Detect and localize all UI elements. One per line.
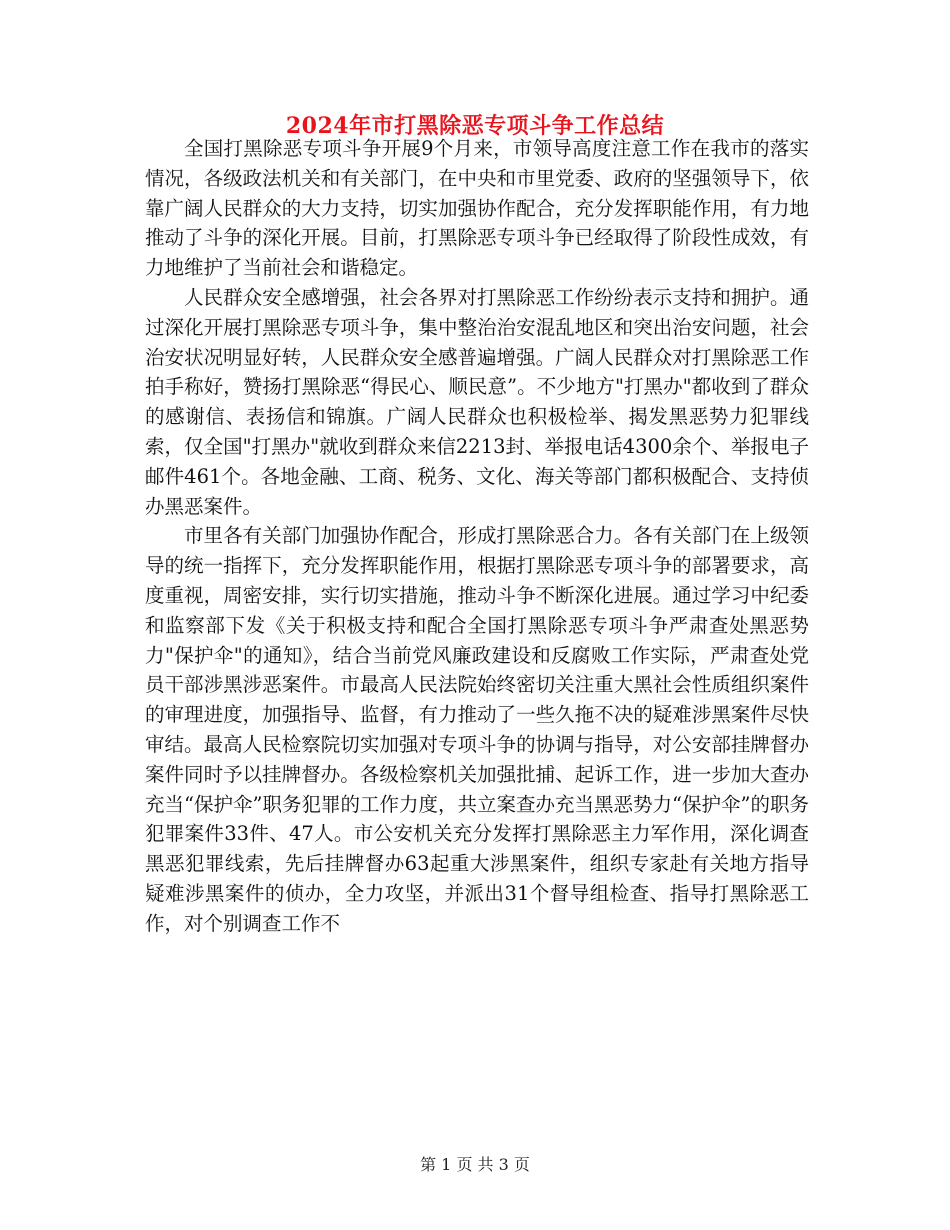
paragraph-1: 全国打黑除恶专项斗争开展9个月来，市领导高度注意工作在我市的落实情况，各级政法机关和有关部门，在中央和市里党委、政府的坚强领导下，依靠广阔人民群众的大力支持，切实加强协作配合，充分发挥职能作用，有力地推动了斗争的深化开展。目前，打黑除恶专项斗争已经取得了阶段性成效，有力地维护了当前社会和谐稳定。 [145,137,809,280]
paragraph-2: 人民群众安全感增强，社会各界对打黑除恶工作纷纷表示支持和拥护。通过深化开展打黑除恶专项斗争，集中整治治安混乱地区和突出治安问题，社会治安状况明显好转，人民群众安全感普遍增强。广阔人民群众对打黑除恶工作拍手称好，赞扬打黑除恶“得民心、顺民意”。不少地方"打黑办"都收到了群众的感谢信、表扬信和锦旗。广阔人民群众也积极检举、揭发黑恶势力犯罪线索，仅全国"打黑办"就收到群众来信2213封、举报电话4300余个、举报电子邮件461个。各地金融、工商、税务、文化、海关等部门都积极配合、支持侦办黑恶案件。 [145,285,809,518]
document-title: 2024年市打黑除恶专项斗争工作总结 [285,113,665,139]
page-number: 第 1 页 共 3 页 [420,1155,530,1174]
document-body [145,134,809,939]
page-footer [0,1154,950,1176]
paragraph-3: 市里各有关部门加强协作配合，形成打黑除恶合力。各有关部门在上级领导的统一指挥下，充分发挥职能作用，根据打黑除恶专项斗争的部署要求，高度重视，周密安排，实行切实措施，推动斗争不断深化进展。通过学习中纪委和监察部下发《关于积极支持和配合全国打黑除恶专项斗争严肃查处黑恶势力"保护伞"的通知》，结合当前党风廉政建设和反腐败工作实际，严肃查处党员干部涉黑涉恶案件。市最高人民法院始终密切关注重大黑社会性质组织案件的审理进度，加强指导、监督，有力推动了一些久拖不决的疑难涉黑案件尽快审结。最高人民检察院切实加强对专项斗争的协调与指导，对公安部挂牌督办案件同时予以挂牌督办。各级检察机关加强批捕、起诉工作，进一步加大查办充当“保护伞”职务犯罪的工作力度，共立案查办充当黑恶势力“保护伞”的职务犯罪案件33件、47人。市公安机关充分发挥打黑除恶主力军作用，深化调查黑恶犯罪线索，先后挂牌督办63起重大涉黑案件，组织专家赴有关地方指导疑难涉黑案件的侦办，全力攻坚，并派出31个督导组检查、指导打黑除恶工作，对个别调查工作不 [145,524,809,935]
